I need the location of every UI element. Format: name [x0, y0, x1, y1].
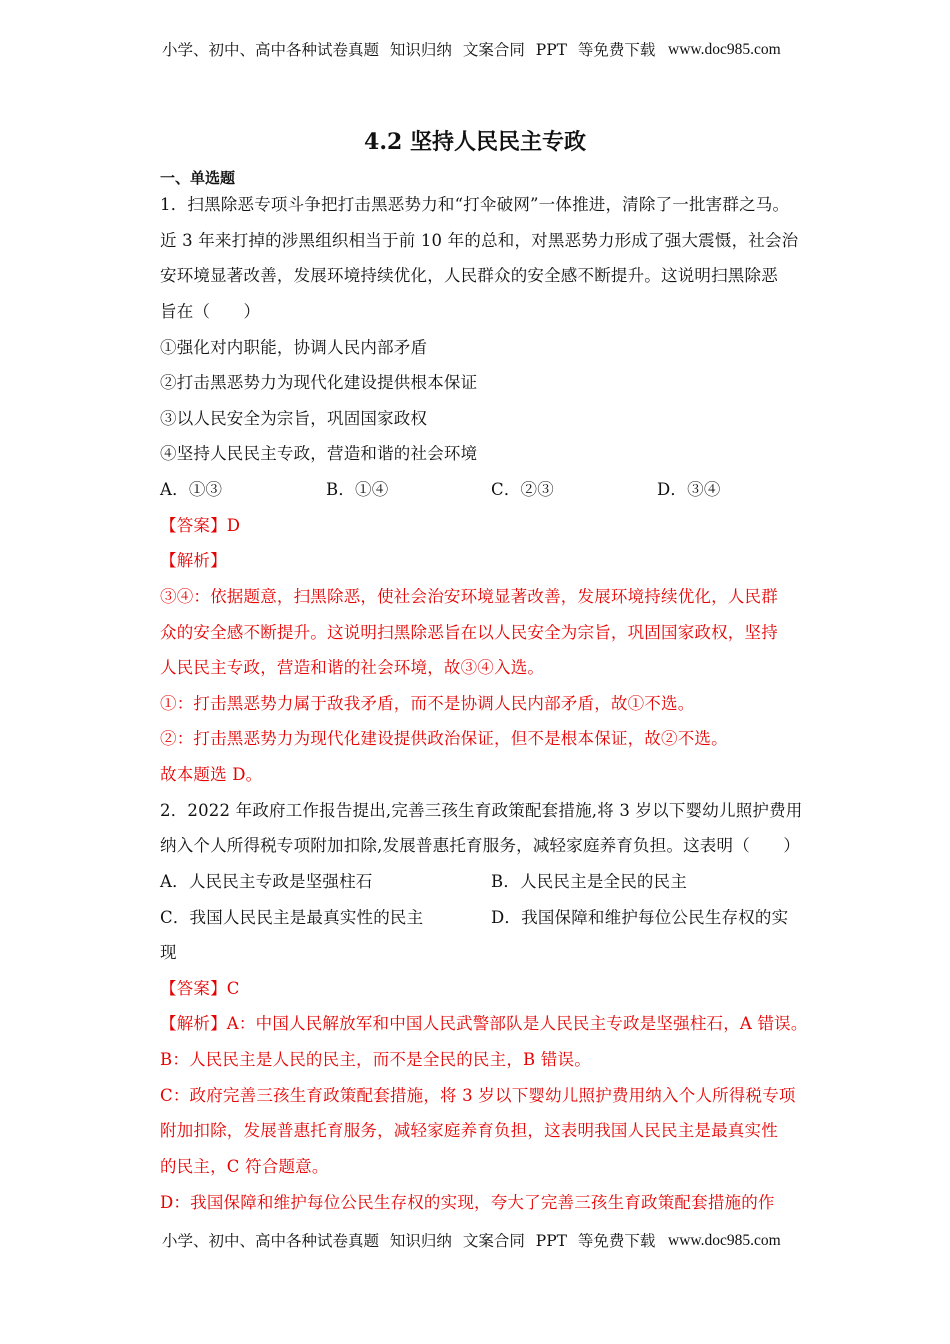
- question-2-answer: 【答案】C: [160, 978, 240, 998]
- option-b: B．人民民主是全民的民主: [491, 871, 688, 891]
- option-b: B．①④: [326, 480, 389, 499]
- question-1-analysis-line: 故本题选 D。: [160, 765, 263, 784]
- section-heading: 一、单选题: [160, 169, 236, 187]
- question-1-analysis-label: 【解析】: [160, 551, 227, 571]
- site-footer: [0, 1230, 950, 1252]
- question-2-analysis-line: C：政府完善三孩生育政策配套措施，将 3 岁以下婴幼儿照护费用纳入个人所得税专项: [160, 1085, 796, 1105]
- question-2-analysis-line: 【解析】A：中国人民解放军和中国人民武警部队是人民民主专政是坚强柱石，A 错误。: [160, 1014, 808, 1034]
- question-2-analysis-line: 的民主，C 符合题意。: [160, 1156, 329, 1176]
- document-body: [160, 187, 840, 1220]
- question-1-analysis-line: ②：打击黑恶势力为现代化建设提供政治保证，但不是根本保证，故②不选。: [160, 729, 728, 749]
- option-a: A．①③: [160, 480, 223, 499]
- header-url: www.doc985.com: [668, 41, 781, 58]
- question-1-stem-line: 1．扫黑除恶专项斗争把打击黑恶势力和“打伞破网”一体推进，清除了一批害群之马。: [160, 195, 790, 214]
- option-a: A．人民民主专政是坚强柱石: [160, 871, 373, 891]
- question-1-statement: ④坚持人民民主专政，营造和谐的社会环境: [160, 444, 478, 464]
- question-1-options: [160, 472, 840, 508]
- question-1-stem-line: 安环境显著改善，发展环境持续优化，人民群众的安全感不断提升。这说明扫黑除恶: [160, 266, 778, 286]
- question-1-analysis-line: ①：打击黑恶势力属于敌我矛盾，而不是协调人民内部矛盾，故①不选。: [160, 693, 695, 713]
- site-header: [0, 39, 950, 61]
- question-1: [160, 187, 840, 793]
- question-1-stem-line: 旨在（ ）: [160, 301, 261, 321]
- footer-text: 小学、初中、高中各种试卷真题 知识归纳 文案合同 PPT 等免费下载: [162, 1232, 656, 1250]
- question-1-statement: ①强化对内职能，协调人民内部矛盾: [160, 337, 428, 357]
- header-text: 小学、初中、高中各种试卷真题 知识归纳 文案合同 PPT 等免费下载: [162, 41, 656, 59]
- question-1-statement: ③以人民安全为宗旨，巩固国家政权: [160, 408, 428, 428]
- option-d-continuation: 现: [160, 943, 177, 963]
- question-1-analysis-line: 人民民主专政，营造和谐的社会环境，故③④入选。: [160, 658, 545, 678]
- option-c: C．②③: [491, 480, 554, 499]
- question-1-analysis-line: 众的安全感不断提升。这说明扫黑除恶旨在以人民安全为宗旨，巩固国家政权，坚持: [160, 622, 778, 642]
- option-d: D．我国保障和维护每位公民生存权的实: [491, 907, 789, 927]
- question-2-options-row: [160, 900, 840, 936]
- question-1-answer: 【答案】D: [160, 515, 241, 535]
- option-d: D．③④: [657, 480, 721, 499]
- question-2-stem-line: 纳入个人所得税专项附加扣除,发展普惠托育服务，减轻家庭养育负担。这表明（ ）: [160, 836, 801, 856]
- question-1-stem-line: 近 3 年来打掉的涉黑组织相当于前 10 年的总和，对黑恶势力形成了强大震慑，社会治: [160, 230, 799, 250]
- question-1-analysis-line: ③④：依据题意，扫黑除恶，使社会治安环境显著改善，发展环境持续优化，人民群: [160, 586, 778, 606]
- question-2: [160, 793, 840, 1221]
- option-c: C．我国人民民主是最真实性的民主: [160, 907, 424, 927]
- question-2-analysis-line: B：人民民主是人民的民主，而不是全民的民主，B 错误。: [160, 1050, 591, 1069]
- question-2-options-row: [160, 864, 840, 900]
- question-2-analysis-line: D：我国保障和维护每位公民生存权的实现，夸大了完善三孩生育政策配套措施的作: [160, 1192, 775, 1212]
- question-2-analysis-line: 附加扣除，发展普惠托育服务，减轻家庭养育负担，这表明我国人民民主是最真实性: [160, 1121, 778, 1141]
- question-2-stem-line: 2．2022 年政府工作报告提出,完善三孩生育政策配套措施,将 3 岁以下婴幼儿照护费用: [160, 800, 803, 820]
- page-title: 4.2 坚持人民民主专政: [364, 129, 586, 155]
- footer-url: www.doc985.com: [668, 1232, 781, 1249]
- question-1-statement: ②打击黑恶势力为现代化建设提供根本保证: [160, 373, 478, 393]
